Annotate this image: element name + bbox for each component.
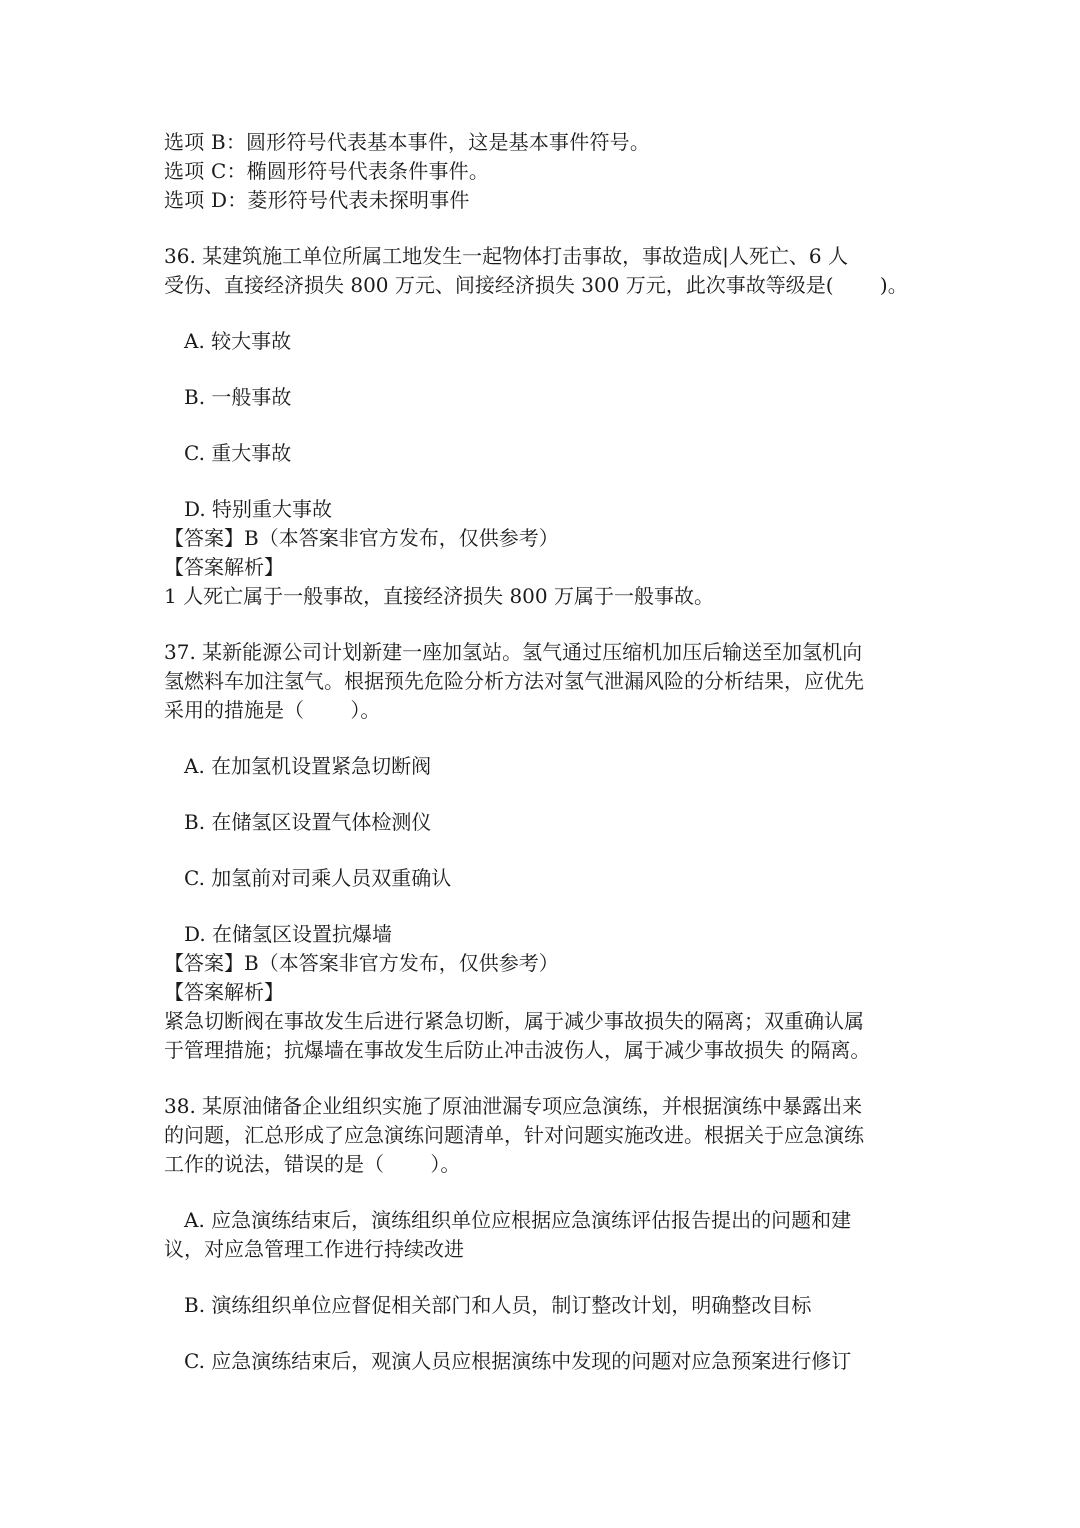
question-37-option-d: D. 在储氢区设置抗爆墙 — [184, 922, 393, 946]
question-36-option-a: A. 较大事故 — [184, 329, 292, 353]
question-36-option-b: B. 一般事故 — [184, 385, 292, 409]
question-36-answer: 【答案】B（本答案非官方发布，仅供参考） — [164, 526, 559, 550]
question-37-analysis-line1: 紧急切断阀在事故发生后进行紧急切断，属于减少事故损失的隔离；双重确认属 — [164, 1009, 864, 1033]
question-38-option-a-line1: A. 应急演练结束后，演练组织单位应根据应急演练评估报告提出的问题和建 — [184, 1208, 852, 1232]
question-37-title-line1: 37. 某新能源公司计划新建一座加氢站。氢气通过压缩机加压后输送至加氢机向 — [164, 640, 863, 664]
prev-option-d: 选项 D：菱形符号代表未探明事件 — [164, 188, 470, 212]
question-37 — [164, 638, 924, 1065]
question-36-title-line1: 36. 某建筑施工单位所属工地发生一起物体打击事故，事故造成|人死亡、6 人 — [164, 244, 848, 268]
question-36 — [164, 242, 924, 611]
question-36-analysis-text: 1 人死亡属于一般事故，直接经济损失 800 万属于一般事故。 — [164, 584, 714, 608]
question-38 — [164, 1092, 924, 1376]
question-37-option-c: C. 加氢前对司乘人员双重确认 — [184, 866, 452, 890]
question-36-title-line2: 受伤、直接经济损失 800 万元、间接经济损失 300 万元，此次事故等级是( )。 — [164, 273, 908, 297]
question-38-option-c: C. 应急演练结束后，观演人员应根据演练中发现的问题对应急预案进行修订 — [184, 1349, 852, 1373]
question-37-option-a: A. 在加氢机设置紧急切断阀 — [184, 754, 432, 778]
question-37-answer: 【答案】B（本答案非官方发布，仅供参考） — [164, 951, 559, 975]
question-36-analysis-heading: 【答案解析】 — [164, 555, 284, 579]
question-37-analysis-heading: 【答案解析】 — [164, 980, 284, 1004]
question-38-title-line3: 工作的说法，错误的是（ ）。 — [164, 1152, 461, 1176]
question-38-option-b: B. 演练组织单位应督促相关部门和人员，制订整改计划，明确整改目标 — [184, 1293, 812, 1317]
question-37-option-b: B. 在储氢区设置气体检测仪 — [184, 810, 432, 834]
question-37-title-line3: 采用的措施是（ ）。 — [164, 698, 381, 722]
prev-options — [164, 128, 924, 215]
question-38-option-a — [164, 1206, 924, 1264]
question-36-option-d: D. 特别重大事故 — [184, 497, 333, 521]
question-37-title-line2: 氢燃料车加注氢气。根据预先危险分析方法对氢气泄漏风险的分析结果，应优先 — [164, 669, 864, 693]
question-38-title-line2: 的问题，汇总形成了应急演练问题清单，针对问题实施改进。根据关于应急演练 — [164, 1123, 864, 1147]
question-37-analysis-line2: 于管理措施；抗爆墙在事故发生后防止冲击波伤人，属于减少事故损失 的隔离。 — [164, 1038, 871, 1062]
prev-option-c: 选项 C：椭圆形符号代表条件事件。 — [164, 159, 490, 183]
prev-option-b: 选项 B：圆形符号代表基本事件，这是基本事件符号。 — [164, 130, 651, 154]
question-38-title-line1: 38. 某原油储备企业组织实施了原油泄漏专项应急演练，并根据演练中暴露出来 — [164, 1094, 863, 1118]
question-36-option-c: C. 重大事故 — [184, 441, 292, 465]
question-38-option-a-line2: 议，对应急管理工作进行持续改进 — [164, 1237, 464, 1261]
document-page — [164, 128, 924, 1376]
